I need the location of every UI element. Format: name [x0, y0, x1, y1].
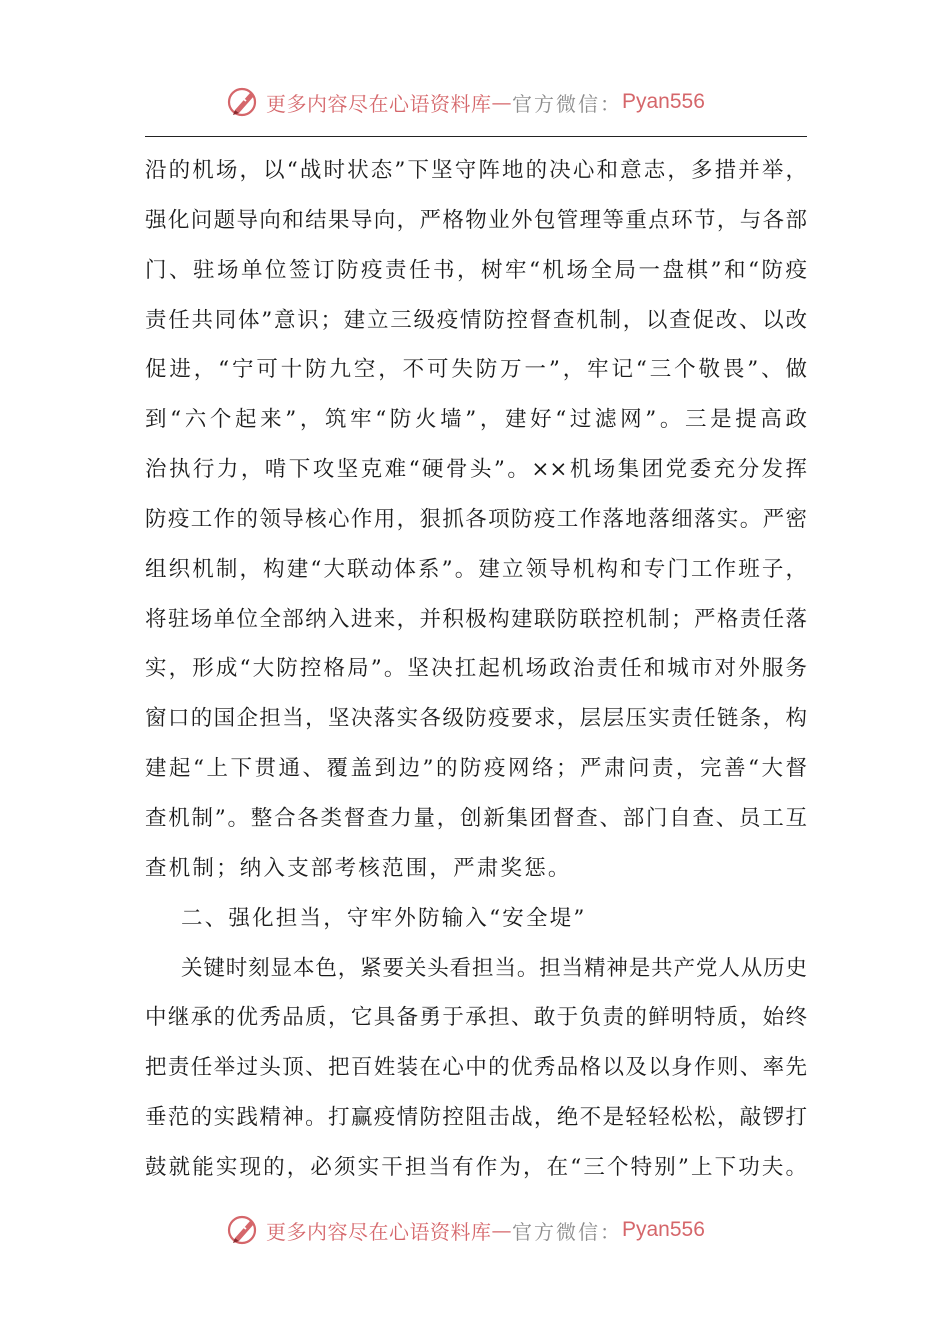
text-line: 窗口的国企担当，坚决落实各级防疫要求，层层压实责任链条，构	[145, 706, 807, 732]
footer-wechat-label: 官方微信：	[512, 1219, 622, 1244]
header-banner	[0, 80, 950, 124]
footer-wechat-id: Pyan556	[622, 1218, 705, 1241]
header-site-text: 更多内容尽在心语资料库	[266, 91, 492, 116]
text-line: 查机制”。整合各类督查力量，创新集团督查、部门自查、员工互	[145, 805, 807, 831]
header-divider	[145, 136, 807, 137]
document-body	[145, 146, 807, 1193]
text-line: 组织机制，构建“大联动体系”。建立领导机构和专门工作班子，	[145, 556, 807, 582]
text-line: 关键时刻显本色，紧要关头看担当。担当精神是共产党人从历史	[181, 955, 807, 981]
text-line: 垂范的实践精神。打赢疫情防控阻击战，绝不是轻轻松松，敲锣打	[145, 1105, 807, 1131]
text-line: 把责任举过头顶、把百姓装在心中的优秀品格以及以身作则、率先	[145, 1055, 807, 1081]
text-line: 门、驻场单位签订防疫责任书，树牢“机场全局一盘棋”和“防疫	[145, 257, 807, 283]
footer-site-text: 更多内容尽在心语资料库	[266, 1219, 492, 1244]
text-line: 中继承的优秀品质，它具备勇于承担、敢于负责的鲜明特质，始终	[145, 1005, 807, 1031]
footer-banner	[0, 1208, 950, 1252]
text-line: 查机制；纳入支部考核范围，严肃奖惩。	[145, 855, 572, 881]
text-line: 防疫工作的领导核心作用，狠抓各项防疫工作落地落细落实。严密	[145, 506, 807, 532]
pen-logo-icon	[226, 1212, 262, 1248]
text-line: 责任共同体”意识；建立三级疫情防控督查机制，以查促改、以改	[145, 307, 807, 333]
text-line: 到“六个起来”，筑牢“防火墙”，建好“过滤网”。三是提高政	[145, 407, 807, 433]
text-line: 鼓就能实现的，必须实干担当有作为，在“三个特别”上下功夫。	[145, 1154, 807, 1180]
text-line: 沿的机场，以“战时状态”下坚守阵地的决心和意志，多措并举，	[145, 158, 807, 183]
section-heading: 二、强化担当，守牢外防输入“安全堤”	[181, 905, 587, 931]
text-line: 将驻场单位全部纳入进来，并积极构建联防联控机制；严格责任落	[145, 606, 807, 632]
header-separator: —	[491, 90, 512, 114]
text-line: 促进，“宁可十防九空，不可失防万一”，牢记“三个敬畏”、做	[145, 357, 807, 383]
pen-logo-icon	[226, 84, 262, 120]
text-line: 强化问题导向和结果导向，严格物业外包管理等重点环节，与各部	[145, 207, 807, 233]
header-wechat-id: Pyan556	[622, 90, 705, 113]
text-line: 实，形成“大防控格局”。坚决扛起机场政治责任和城市对外服务	[145, 656, 807, 682]
text-line: 建起“上下贯通、覆盖到边”的防疫网络；严肃问责，完善“大督	[145, 756, 807, 782]
footer-separator: —	[491, 1218, 512, 1242]
text-line: 治执行力，啃下攻坚克难“硬骨头”。××机场集团党委充分发挥	[145, 457, 807, 483]
header-wechat-label: 官方微信：	[512, 91, 622, 116]
